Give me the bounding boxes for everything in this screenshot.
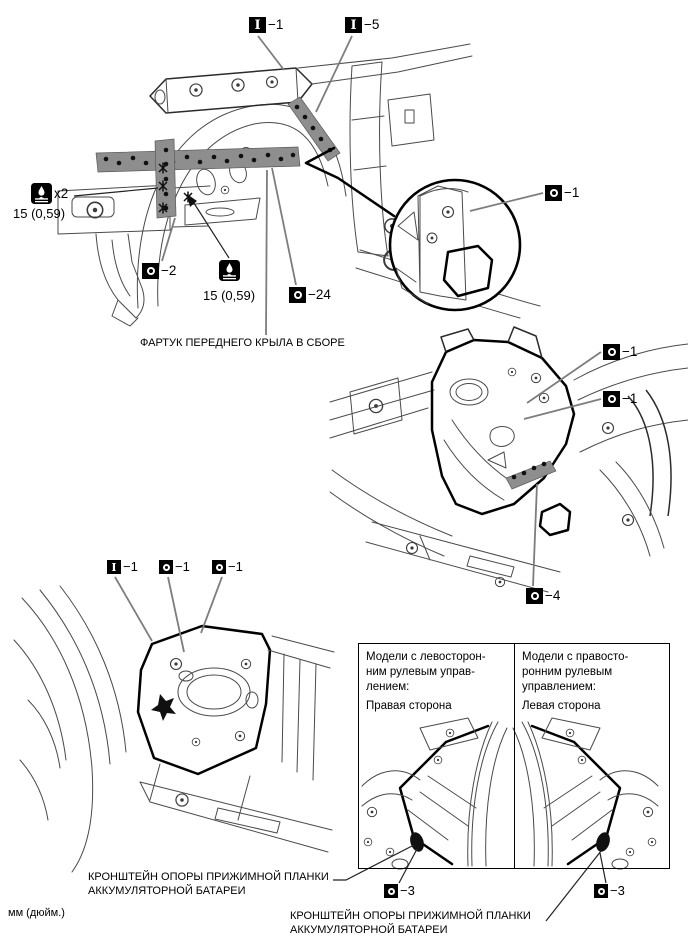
callout-text: −2 bbox=[161, 263, 177, 278]
callout-d1-o2 bbox=[142, 263, 176, 279]
callout-text: −1 bbox=[228, 559, 243, 574]
spot-weld-O-icon bbox=[526, 588, 543, 604]
sealer-dimension-value: 15 (0,59) bbox=[13, 206, 66, 221]
callout-text: −1 bbox=[564, 185, 580, 200]
spot-weld-O-icon bbox=[384, 884, 398, 898]
spot-weld-O-icon bbox=[545, 185, 562, 201]
callout-table-o3-right bbox=[594, 884, 625, 898]
braze-weld-I-icon: I bbox=[107, 560, 121, 574]
sealer-multiplier: x2 bbox=[54, 186, 69, 201]
callout-text: −5 bbox=[364, 17, 380, 32]
spot-weld-O-icon bbox=[212, 560, 226, 574]
braze-weld-I-icon: I bbox=[345, 17, 362, 33]
diagram2-wheel-housing-line-art bbox=[330, 327, 688, 592]
callout-d1-o1 bbox=[545, 185, 579, 201]
table-cell-right-hand-drive bbox=[514, 644, 669, 868]
steering-side-comparison-table bbox=[358, 643, 670, 869]
callout-text: −4 bbox=[545, 588, 561, 603]
table-cell-left-hand-drive bbox=[359, 644, 514, 868]
battery-bracket-caption-left: КРОНШТЕЙН ОПОРЫ ПРИЖИМНОЙ ПЛАНКИ АККУМУЛЯТОРНОЙ БАТАРЕИ bbox=[88, 871, 329, 897]
callout-d1-o24 bbox=[289, 287, 331, 303]
callout-text: −3 bbox=[610, 883, 625, 898]
table-side-label: Левая сторона bbox=[522, 700, 601, 712]
spot-weld-O-icon bbox=[594, 884, 608, 898]
callout-text: −1 bbox=[123, 559, 138, 574]
callout-d3-o1a bbox=[159, 560, 190, 574]
callout-text: −1 bbox=[268, 17, 284, 32]
spot-weld-O-icon bbox=[289, 287, 306, 303]
diagram1-caption: ФАРТУК ПЕРЕДНЕГО КРЫЛА В СБОРЕ bbox=[140, 337, 345, 349]
callout-d2-o1b bbox=[603, 391, 637, 407]
spot-weld-O-icon bbox=[603, 344, 620, 360]
sealer-label-x2 bbox=[31, 183, 68, 204]
spot-weld-O-icon bbox=[603, 391, 620, 407]
diagram1-magnifier-detail bbox=[390, 180, 520, 310]
table-side-label: Правая сторона bbox=[366, 700, 452, 712]
table-header-lhd: Модели с левосторон- ним рулевым управ- лением: bbox=[366, 651, 486, 693]
braze-weld-I-icon: I bbox=[249, 17, 266, 33]
sealer-dimension-value: 15 (0,59) bbox=[203, 288, 256, 303]
spot-weld-O-icon bbox=[142, 263, 159, 279]
body-sealer-icon bbox=[31, 183, 52, 204]
diagram3-leader-lines bbox=[115, 577, 222, 652]
callout-table-o3-left bbox=[384, 884, 415, 898]
callout-text: −1 bbox=[622, 344, 638, 359]
callout-d3-i1 bbox=[107, 560, 138, 574]
battery-bracket-caption-right: КРОНШТЕЙН ОПОРЫ ПРИЖИМНОЙ ПЛАНКИ АККУМУЛЯТОРНОЙ БАТАРЕИ bbox=[290, 910, 531, 936]
callout-text: −24 bbox=[308, 287, 331, 302]
units-note: мм (дюйм.) bbox=[8, 907, 65, 919]
callout-text: −1 bbox=[175, 559, 190, 574]
body-sealer-icon bbox=[219, 260, 240, 281]
table-header-rhd: Модели с правосто- ронним рулевым управлением: bbox=[522, 651, 629, 693]
callout-d3-o1b bbox=[212, 560, 243, 574]
diagram3-apron-line-art bbox=[14, 586, 334, 872]
callout-d1-i5 bbox=[345, 17, 379, 33]
callout-d1-i1 bbox=[249, 17, 283, 33]
callout-d2-o4 bbox=[526, 588, 560, 604]
callout-text: −3 bbox=[400, 883, 415, 898]
callout-d2-o1a bbox=[603, 344, 637, 360]
callout-text: −1 bbox=[622, 391, 638, 406]
spot-weld-O-icon bbox=[159, 560, 173, 574]
sealer-label-2 bbox=[219, 260, 240, 281]
